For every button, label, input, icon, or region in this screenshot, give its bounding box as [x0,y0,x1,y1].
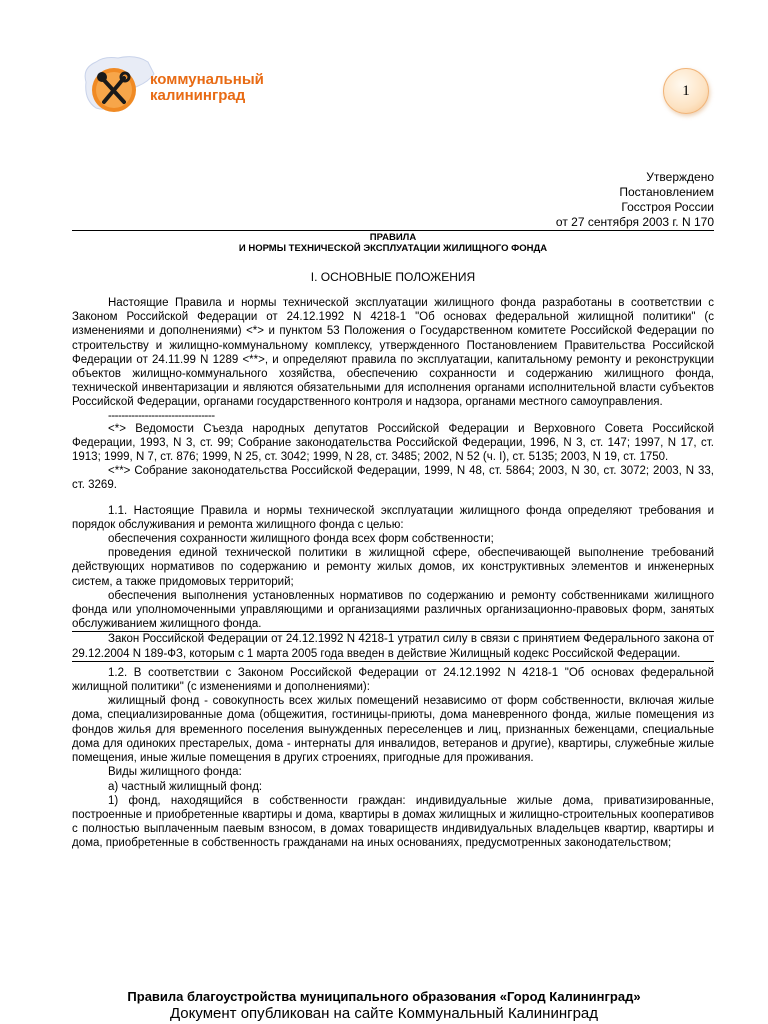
document-body [72,296,714,851]
divider [72,230,714,231]
doc-title-line-1: ПРАВИЛА [369,232,417,243]
footnote-2: <**> Собрание законодательства Российской Федерации, 1999, N 48, ст. 5864; 2003, N 30, ст. 3072; 2003, N 33, ст. 3269. [72,465,714,492]
footer-source[interactable]: Документ опубликован на сайте Коммунальный Калининград [169,1005,599,1022]
site-logo[interactable] [78,52,278,122]
footnote-1: <*> Ведомости Съезда народных депутатов Российской Федерации и Верховного Совета Российской Федерации, 1993, N 3, ст. 99; Собрание законодательства Российской Федерации, 1996, N 3, ст. 147; 1997, N 17, ст. 1913; 1999, N 7, ст. 876; 1999, N 25, ст. 3042; 1999, N 28, ст. 3485; 2002, N 52 (ч. I), ст. 5135; 2003, N 19, ст. 1750. [72,422,714,464]
approval-line: Постановлением [619,185,714,199]
footnote-separator: -------------------------------- [108,409,215,422]
approval-block [556,170,714,230]
paragraph-1-2-a: жилищный фонд - совокупность всех жилых помещений независимо от форм собственности, включая жилые дома, специализированные дома (общежития, гостиницы-приюты, дома маневренного фонда, жилые помещения из фондов жилья для временного поселения вынужденных переселенцев и лиц, признанных беженцами, специальные дома для одиноких престарелых, дома - интернаты для инвалидов, ветеранов и другие), квартиры, служебные жилые помещения, иные жилые помещения в других строениях, пригодные для проживания. [72,695,714,765]
paragraph-1-2-b: Виды жилищного фонда: [108,766,242,779]
paragraph-1-2: 1.2. В соответствии с Законом Российской Федерации от 24.12.1992 N 4218-1 "Об основах федеральной жилищной политики" (с изменениями и дополнениями): [72,666,714,694]
paragraph-1-1-c: обеспечения выполнения установленных нормативов по содержанию и ремонту собственниками жилищного фонда или уполномоченными управляющими и организациями различных организационно-правовых форм, занятых обслуживанием жилищного фонда. [72,589,714,631]
paragraph-1-2-d: 1) фонд, находящийся в собственности граждан: индивидуальные жилые дома, приватизированные, построенные и приобретенные квартиры и дома, квартиры в домах жилищных и жилищно-строительных кооперативов с полностью выплаченным паевым взносом, в домах товариществ индивидуальных владельцев квартир, квартиры и дома, приобретенные в собственность гражданами на иных основаниях, предусмотренных законодательством; [72,794,714,850]
approval-line: от 27 сентября 2003 г. N 170 [555,215,714,229]
logo-line-2: калининград [150,87,246,104]
legal-note: Закон Российской Федерации от 24.12.1992 N 4218-1 утратил силу в связи с принятием Федерального закона от 29.12.2004 N 189-ФЗ, которым с 1 марта 2005 года введен в действие Жилищный кодекс Российской Федерации. [72,631,714,661]
paragraph-1-1-a: обеспечения сохранности жилищного фонда всех форм собственности; [108,533,494,546]
approval-line: Утверждено [646,170,714,184]
paragraph-1-1: 1.1. Настоящие Правила и нормы технической эксплуатации жилищного фонда определяют требования и порядок обслуживания и ремонта жилищного фонда с целью: [72,504,714,531]
footer-title: Правила благоустройства муниципального образования «Город Калининград» [127,989,641,1004]
paragraph-1-1-b: проведения единой технической политики в жилищной сфере, обеспечивающей выполнение требований действующих нормативов по содержанию и ремонту жилых домов, их конструктивных элементов и инженерных систем, а также придомовых территорий; [72,547,714,588]
approval-line: Госстроя России [621,200,714,214]
logo-text [150,72,264,104]
doc-title-line-2: И НОРМЫ ТЕХНИЧЕСКОЙ ЭКСПЛУАТАЦИИ ЖИЛИЩНОГО ФОНДА [238,243,548,254]
section-heading: I. ОСНОВНЫЕ ПОЛОЖЕНИЯ [310,270,476,284]
paragraph-1-2-c: а) частный жилищный фонд: [108,780,263,793]
logo-line-1: коммунальный [150,71,264,88]
intro-paragraph: Настоящие Правила и нормы технической эксплуатации жилищного фонда разработаны в соответствии с Законом Российской Федерации от 24.12.1992 N 4218-1 "Об основах федеральной жилищной политики" (с изменениями и дополнениями) <*> и пунктом 53 Положения о Государственном комитете Российской Федерации по строительству и жилищно-коммунальному комплексу, утвержденного Постановлением Правительства Российской Федерации от 24.11.99 N 1289 <**>, и определяют правила по эксплуатации, капитальному ремонту и реконструкции объектов жилищно-коммунального хозяйства, обеспечению сохранности и содержанию жилищного фонда, технической инвентаризации и являются обязательными для исполнения органами исполнительной власти субъектов Российской Федерации, органами государственного контроля и надзора, органами местного самоуправления. [72,297,714,409]
logo-emblem-icon [78,52,158,122]
page-number-badge: 1 [663,68,709,114]
